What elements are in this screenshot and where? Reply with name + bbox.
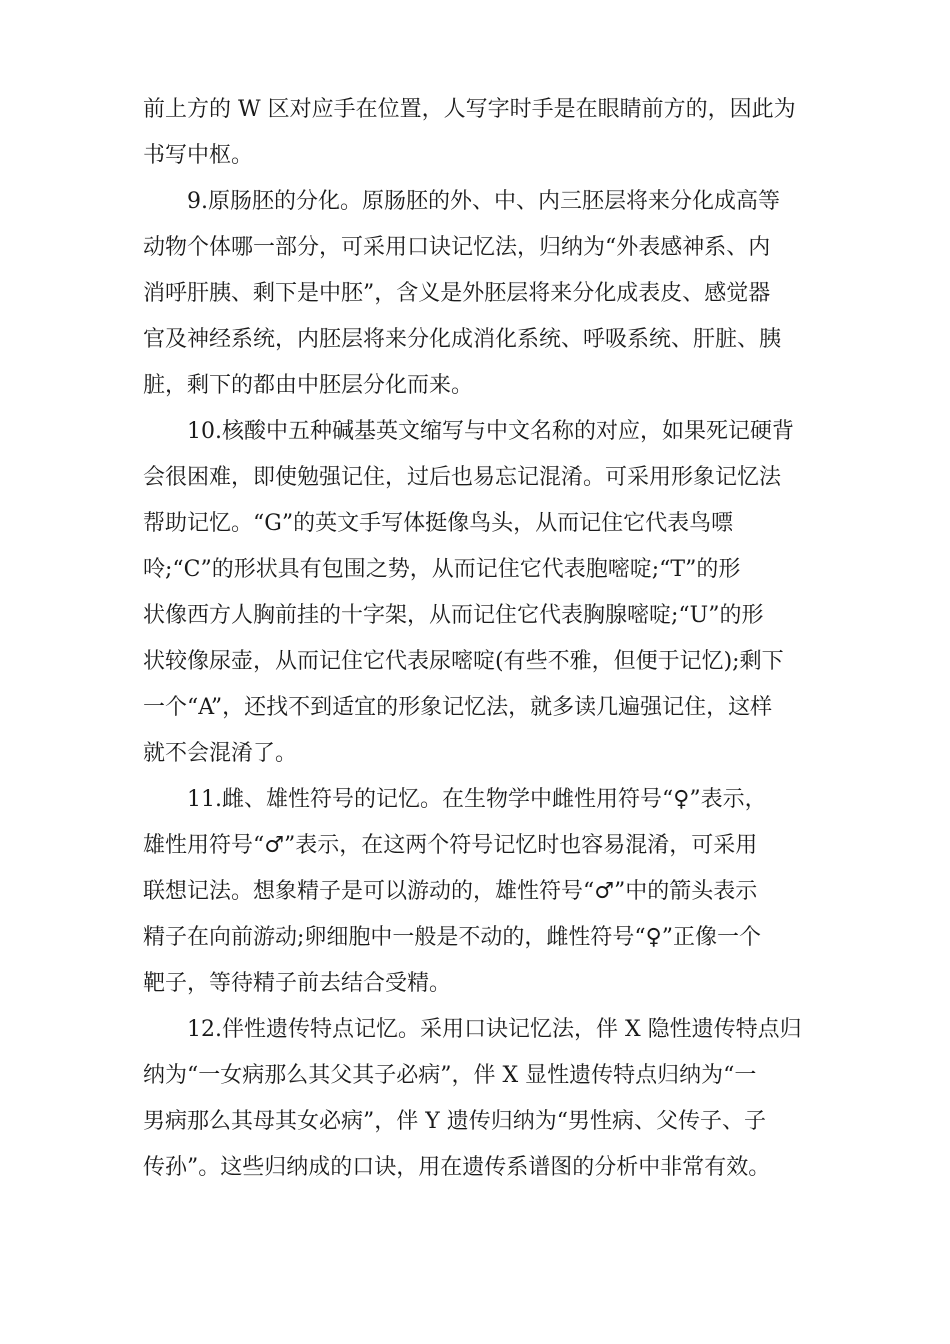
document-body [143, 87, 823, 1191]
paragraph-item-10 [143, 409, 823, 777]
text-line: 联想记法。想象精子是可以游动的，雄性符号“♂”中的箭头表示 [143, 879, 758, 904]
text-line: 呤;“C”的形状具有包围之势，从而记住它代表胞嘧啶;“T”的形 [143, 557, 741, 582]
text-line: 男病那么其母其女必病”，伴 Y 遗传归纳为“男性病、父传子、子 [143, 1109, 767, 1134]
text-line: 雄性用符号“♂”表示，在这两个符号记忆时也容易混淆，可采用 [143, 833, 758, 858]
text-line: 9.原肠胚的分化。原肠胚的外、中、内三胚层将来分化成高等 [187, 189, 780, 214]
text-line: 靶子，等待精子前去结合受精。 [143, 971, 452, 996]
paragraph-item-9 [143, 179, 823, 409]
text-line: 12.伴性遗传特点记忆。采用口诀记忆法，伴 X 隐性遗传特点归 [187, 1017, 802, 1042]
text-line: 动物个体哪一部分，可采用口诀记忆法，归纳为“外表感神系、内 [143, 235, 771, 260]
text-line: 官及神经系统，内胚层将来分化成消化系统、呼吸系统、肝脏、胰 [143, 327, 782, 352]
text-line: 消呼肝胰、剩下是中胚”，含义是外胚层将来分化成表皮、感觉器 [143, 281, 771, 306]
paragraph-item-11 [143, 777, 823, 1007]
paragraph-continuation [143, 87, 823, 179]
text-line: 状像西方人胸前挂的十字架，从而记住它代表胸腺嘧啶;“U”的形 [143, 603, 764, 628]
text-line: 11.雌、雄性符号的记忆。在生物学中雌性用符号“♀”表示， [187, 787, 767, 812]
text-line: 一个“A”，还找不到适宜的形象记忆法，就多读几遍强记住，这样 [143, 695, 773, 720]
text-line: 帮助记忆。“G”的英文手写体挺像鸟头，从而记住它代表鸟嘌 [143, 511, 734, 536]
text-line: 脏，剩下的都由中胚层分化而来。 [143, 373, 474, 398]
text-line: 就不会混淆了。 [143, 741, 298, 766]
text-line: 会很困难，即使勉强记住，过后也易忘记混淆。可采用形象记忆法 [143, 465, 782, 490]
text-line: 10.核酸中五种碱基英文缩写与中文名称的对应，如果死记硬背 [187, 419, 794, 444]
text-line: 精子在向前游动;卵细胞中一般是不动的，雌性符号“♀”正像一个 [143, 925, 761, 950]
text-line: 前上方的 W 区对应手在位置，人写字时手是在眼睛前方的，因此为 [143, 97, 796, 122]
text-line: 纳为“一女病那么其父其子必病”，伴 X 显性遗传特点归纳为“一 [143, 1063, 757, 1088]
text-line: 传孙”。这些归纳成的口诀，用在遗传系谱图的分析中非常有效。 [143, 1155, 771, 1180]
text-line: 书写中枢。 [143, 143, 254, 168]
paragraph-item-12 [143, 1007, 823, 1191]
text-line: 状较像尿壶，从而记住它代表尿嘧啶(有些不雅，但便于记忆);剩下 [143, 649, 784, 674]
